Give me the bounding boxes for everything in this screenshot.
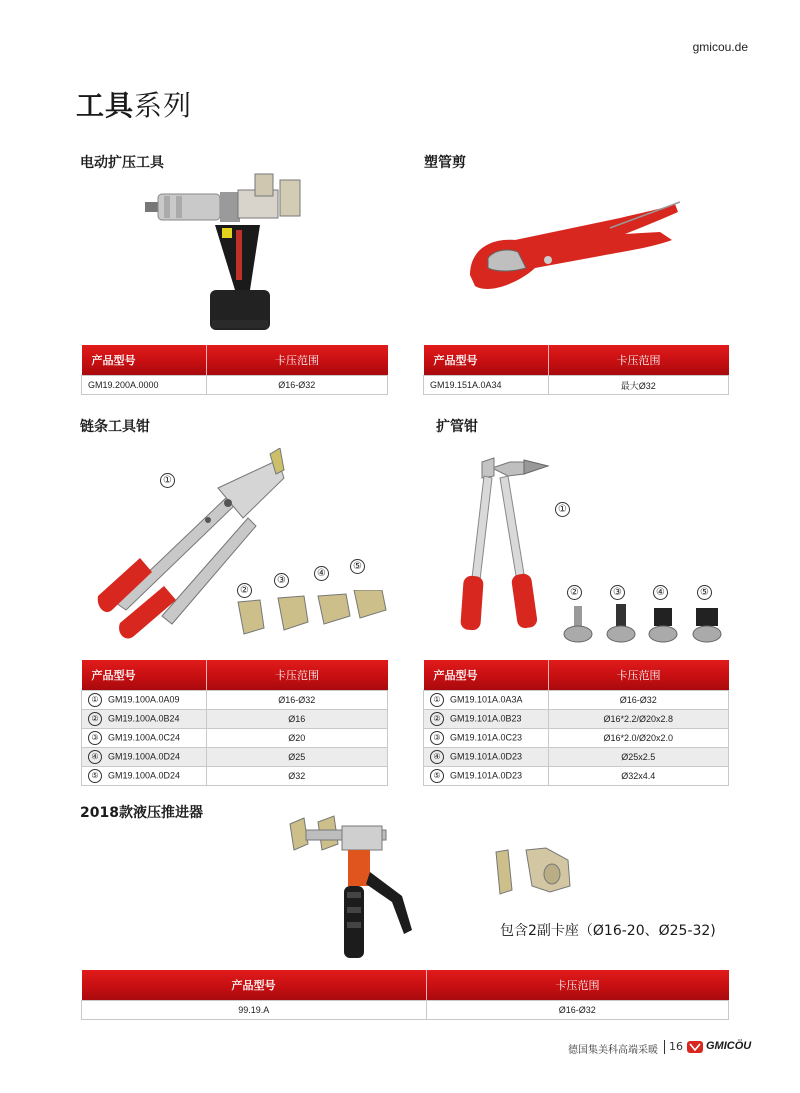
gmicou-logo-icon [686,1039,704,1055]
spec-table-hydraulic [81,970,729,1020]
page-title-light: 系列 [134,89,193,122]
model-value: GM19.101A.0A3A [450,694,523,705]
callout-5: ⑤ [350,559,365,574]
table-row [82,376,388,395]
electric-press-tool-image [140,170,320,340]
col-model-header: 产品型号 [82,660,207,691]
model-cell [424,748,549,767]
table-row [424,691,729,710]
col-model-header: 产品型号 [82,970,427,1001]
callout-3: ③ [274,573,289,588]
callout-5: ⑤ [697,585,712,600]
callout-4: ④ [653,585,668,600]
row-number: ④ [88,750,102,764]
col-model-header: 产品型号 [424,345,549,376]
section-title-electric: 电动扩压工具 [80,155,164,171]
callout-3: ③ [610,585,625,600]
model-value: GM19.100A.0B24 [108,713,180,724]
model-cell: GM19.200A.0000 [82,376,207,395]
row-number: ③ [88,731,102,745]
range-cell: Ø20 [206,729,388,748]
jaw-insert-image [230,590,395,640]
model-value: GM19.100A.0A09 [108,694,180,705]
footer-slogan: 德国集美科高端采暖 [568,1045,658,1056]
table-row [424,376,729,395]
table-row [82,1001,729,1020]
table-row [82,748,388,767]
table-row [424,729,729,748]
footer-page-number: 16 [669,1040,683,1053]
range-cell: 最大Ø32 [548,376,729,395]
model-cell [82,748,207,767]
model-cell [82,691,207,710]
spec-table-cutter [423,345,729,395]
model-cell [424,691,549,710]
table-row [424,748,729,767]
spec-table-electric [81,345,388,395]
model-value: GM19.101A.0C23 [450,732,523,743]
expander-pliers-image [452,448,562,643]
table-row [82,710,388,729]
row-number: ① [88,693,102,707]
col-range-header: 卡压范围 [206,345,388,376]
spec-table-expander [423,660,729,786]
model-value: GM19.101A.0D23 [450,751,523,762]
table-row [424,710,729,729]
model-cell [82,767,207,786]
hydraulic-pusher-image [282,812,432,962]
range-cell: Ø16 [206,710,388,729]
clamp-seat-image [490,846,580,901]
model-cell [424,767,549,786]
model-value: GM19.100A.0D24 [108,751,181,762]
range-cell: Ø16*2.0/Ø20x2.0 [548,729,729,748]
spec-table-chain [81,660,388,786]
page-title [76,84,192,124]
range-cell: Ø32x4.4 [548,767,729,786]
table-row [424,767,729,786]
callout-1: ① [160,473,175,488]
model-cell: GM19.151A.0A34 [424,376,549,395]
section-title-cutter: 塑管剪 [424,155,466,171]
footer-divider [664,1040,665,1054]
page-title-bold: 工具 [76,89,135,122]
section-title-chain: 链条工具钳 [80,419,150,435]
callout-2: ② [237,583,252,598]
table-row [82,767,388,786]
section-title-expander: 扩管钳 [436,419,478,435]
range-cell: Ø32 [206,767,388,786]
model-value: GM19.101A.0D23 [450,770,523,781]
col-model-header: 产品型号 [424,660,549,691]
section-title-hydraulic: 2018款液压推进器 [80,805,203,821]
table-row [82,691,388,710]
range-cell: Ø16-Ø32 [548,691,729,710]
model-cell [424,710,549,729]
col-model-header: 产品型号 [82,345,207,376]
callout-1: ① [555,502,570,517]
row-number: ③ [430,731,444,745]
footer-brand: GMICÖU [706,1040,752,1052]
row-number: ② [430,712,444,726]
model-value: GM19.101A.0B23 [450,713,522,724]
range-cell: Ø16-Ø32 [206,376,388,395]
row-number: ⑤ [430,769,444,783]
model-value: GM19.100A.0D24 [108,770,181,781]
col-range-header: 卡压范围 [426,970,729,1001]
model-cell [82,710,207,729]
callout-4: ④ [314,566,329,581]
callout-2: ② [567,585,582,600]
row-number: ⑤ [88,769,102,783]
range-cell: Ø16-Ø32 [206,691,388,710]
row-number: ④ [430,750,444,764]
range-cell: Ø25 [206,748,388,767]
model-value: GM19.100A.0C24 [108,732,181,743]
range-cell: Ø25x2.5 [548,748,729,767]
row-number: ① [430,693,444,707]
table-row [82,729,388,748]
col-range-header: 卡压范围 [548,660,729,691]
row-number: ② [88,712,102,726]
range-cell: Ø16*2.2/Ø20x2.8 [548,710,729,729]
expander-head-image [558,600,733,650]
model-cell: 99.19.A [82,1001,427,1020]
col-range-header: 卡压范围 [206,660,388,691]
site-url: gmicou.de [692,40,748,54]
model-cell [82,729,207,748]
model-cell [424,729,549,748]
pipe-cutter-image [460,190,690,305]
range-cell: Ø16-Ø32 [426,1001,729,1020]
col-range-header: 卡压范围 [548,345,729,376]
hydraulic-caption: 包含2副卡座（Ø16-20、Ø25-32) [500,923,716,939]
